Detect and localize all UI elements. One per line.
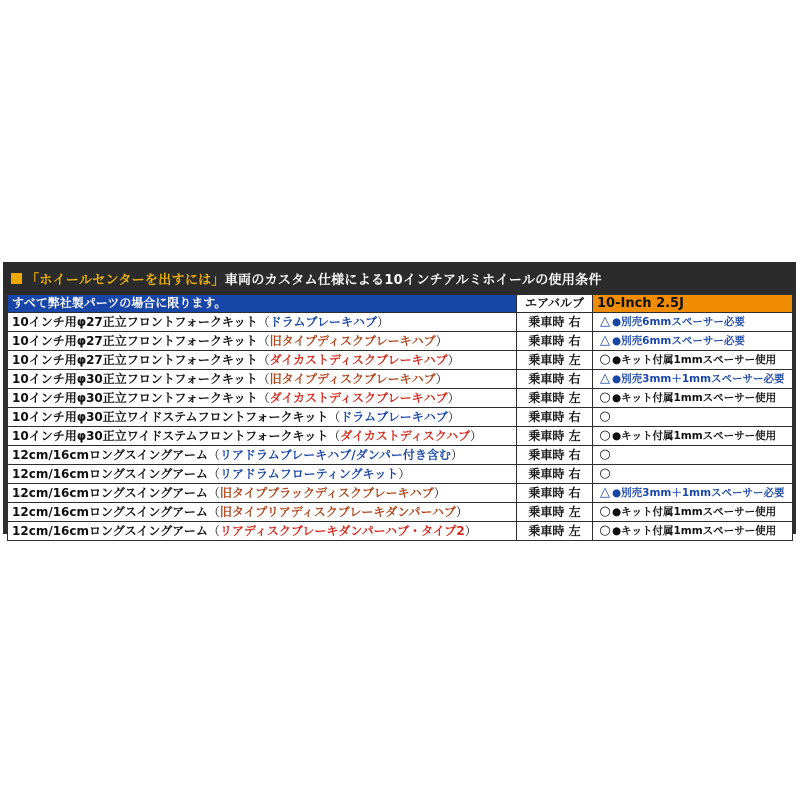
hub-type-tag: 旧タイプブラックディスクブレーキハブ bbox=[219, 485, 434, 500]
compatibility-condition bbox=[593, 313, 793, 332]
hub-type-tag: リアディスクブレーキダンパーハブ・タイプ2 bbox=[219, 523, 465, 538]
hub-type-tag: 旧タイプリアディスクブレーキダンパーハブ bbox=[219, 504, 456, 519]
part-name: 10インチ用φ30正立ワイドステムフロントフォークキット bbox=[12, 428, 329, 443]
paren-open: （ bbox=[207, 523, 220, 538]
paren-open: （ bbox=[257, 333, 270, 348]
valve-position: 乗車時 左 bbox=[517, 389, 593, 408]
circle-icon: ○ bbox=[599, 409, 611, 424]
triangle-icon: △ bbox=[600, 314, 610, 329]
hub-type-tag: ドラムブレーキハブ bbox=[340, 409, 448, 424]
compatibility-condition bbox=[593, 389, 793, 408]
compatibility-condition bbox=[593, 427, 793, 446]
part-name: 12cm/16cmロングスイングアーム bbox=[12, 466, 208, 481]
row-description bbox=[8, 484, 517, 503]
row-description bbox=[8, 503, 517, 522]
paren-close: ） bbox=[455, 504, 468, 519]
hub-type-tag: ダイカストディスクブレーキハブ bbox=[269, 390, 448, 405]
compatibility-condition bbox=[593, 332, 793, 351]
table-row bbox=[8, 313, 793, 332]
hub-type-tag: 旧タイプディスクブレーキハブ bbox=[269, 333, 436, 348]
circle-icon: ○ bbox=[599, 466, 611, 481]
row-description bbox=[8, 446, 517, 465]
table-header-row bbox=[8, 295, 793, 313]
valve-position: 乗車時 右 bbox=[517, 370, 593, 389]
paren-open: （ bbox=[257, 352, 270, 367]
valve-position: 乗車時 左 bbox=[517, 503, 593, 522]
valve-position: 乗車時 右 bbox=[517, 332, 593, 351]
title-text: 車両のカスタム仕様による10インチアルミホイールの使用条件 bbox=[224, 272, 602, 288]
table-row bbox=[8, 389, 793, 408]
triangle-icon: △ bbox=[600, 371, 610, 386]
row-description bbox=[8, 313, 517, 332]
paren-close: ） bbox=[447, 409, 460, 424]
part-name: 12cm/16cmロングスイングアーム bbox=[12, 447, 208, 462]
circle-icon: ○ bbox=[599, 523, 611, 538]
part-name: 10インチ用φ27正立フロントフォークキット bbox=[12, 352, 258, 367]
table-row bbox=[8, 503, 793, 522]
row-description bbox=[8, 389, 517, 408]
paren-open: （ bbox=[207, 447, 220, 462]
header-desc: すべて弊社製パーツの場合に限ります。 bbox=[8, 295, 517, 313]
paren-open: （ bbox=[257, 371, 270, 386]
condition-note: ●キット付属1mmスペーサー使用 bbox=[612, 430, 777, 442]
circle-icon: ○ bbox=[599, 504, 611, 519]
paren-close: ） bbox=[464, 523, 477, 538]
compatibility-table-panel bbox=[3, 262, 796, 538]
hub-type-tag: リアドラムブレーキハブ/ダンパー付き含む bbox=[219, 447, 451, 462]
title-bar bbox=[3, 262, 796, 294]
paren-open: （ bbox=[207, 466, 220, 481]
valve-position: 乗車時 右 bbox=[517, 484, 593, 503]
compatibility-table bbox=[7, 294, 793, 541]
condition-note: ●キット付属1mmスペーサー使用 bbox=[612, 525, 777, 537]
condition-note: ●キット付属1mmスペーサー使用 bbox=[612, 506, 777, 518]
row-description bbox=[8, 351, 517, 370]
row-description bbox=[8, 408, 517, 427]
header-spec: 10-Inch 2.5J bbox=[593, 295, 793, 313]
paren-close: ） bbox=[377, 314, 390, 329]
circle-icon: ○ bbox=[599, 428, 611, 443]
part-name: 12cm/16cmロングスイングアーム bbox=[12, 523, 208, 538]
part-name: 12cm/16cmロングスイングアーム bbox=[12, 485, 208, 500]
compatibility-condition bbox=[593, 465, 793, 484]
compatibility-condition bbox=[593, 408, 793, 427]
part-name: 12cm/16cmロングスイングアーム bbox=[12, 504, 208, 519]
paren-open: （ bbox=[257, 390, 270, 405]
triangle-icon: △ bbox=[600, 333, 610, 348]
valve-position: 乗車時 右 bbox=[517, 408, 593, 427]
compatibility-condition bbox=[593, 503, 793, 522]
paren-close: ） bbox=[450, 447, 463, 462]
part-name: 10インチ用φ30正立フロントフォークキット bbox=[12, 390, 258, 405]
paren-open: （ bbox=[257, 314, 270, 329]
valve-position: 乗車時 右 bbox=[517, 465, 593, 484]
part-name: 10インチ用φ27正立フロントフォークキット bbox=[12, 314, 258, 329]
circle-icon: ○ bbox=[599, 447, 611, 462]
paren-close: ） bbox=[447, 390, 460, 405]
paren-open: （ bbox=[328, 409, 341, 424]
row-description bbox=[8, 427, 517, 446]
paren-open: （ bbox=[207, 504, 220, 519]
paren-close: ） bbox=[435, 371, 448, 386]
table-row bbox=[8, 484, 793, 503]
paren-open: （ bbox=[207, 485, 220, 500]
compatibility-condition bbox=[593, 370, 793, 389]
hub-type-tag: 旧タイプディスクブレーキハブ bbox=[269, 371, 436, 386]
valve-position: 乗車時 左 bbox=[517, 427, 593, 446]
paren-close: ） bbox=[447, 352, 460, 367]
table-row bbox=[8, 408, 793, 427]
table-row bbox=[8, 427, 793, 446]
table-row bbox=[8, 351, 793, 370]
condition-note: ●別売6mmスペーサー必要 bbox=[612, 335, 745, 347]
table-row bbox=[8, 522, 793, 541]
valve-position: 乗車時 左 bbox=[517, 522, 593, 541]
valve-position: 乗車時 左 bbox=[517, 351, 593, 370]
circle-icon: ○ bbox=[599, 390, 611, 405]
header-valve: エアバルブ bbox=[517, 295, 593, 313]
paren-open: （ bbox=[328, 428, 341, 443]
condition-note: ●別売3mm＋1mmスペーサー必要 bbox=[612, 487, 785, 499]
part-name: 10インチ用φ27正立フロントフォークキット bbox=[12, 333, 258, 348]
triangle-icon: △ bbox=[600, 485, 610, 500]
valve-position: 乗車時 右 bbox=[517, 313, 593, 332]
paren-close: ） bbox=[470, 428, 483, 443]
compatibility-condition bbox=[593, 351, 793, 370]
compatibility-condition bbox=[593, 522, 793, 541]
hub-type-tag: ドラムブレーキハブ bbox=[269, 314, 378, 329]
row-description bbox=[8, 465, 517, 484]
valve-position: 乗車時 右 bbox=[517, 446, 593, 465]
compatibility-condition bbox=[593, 446, 793, 465]
circle-icon: ○ bbox=[599, 352, 611, 367]
hub-type-tag: ダイカストディスクハブ bbox=[340, 428, 471, 443]
condition-note: ●別売6mmスペーサー必要 bbox=[612, 316, 745, 328]
condition-note: ●キット付属1mmスペーサー使用 bbox=[612, 392, 777, 404]
row-description bbox=[8, 332, 517, 351]
part-name: 10インチ用φ30正立フロントフォークキット bbox=[12, 371, 258, 386]
part-name: 10インチ用φ30正立ワイドステムフロントフォークキット bbox=[12, 409, 329, 424]
hub-type-tag: ダイカストディスクブレーキハブ bbox=[269, 352, 448, 367]
compatibility-condition bbox=[593, 484, 793, 503]
table-row bbox=[8, 370, 793, 389]
row-description bbox=[8, 522, 517, 541]
condition-note: ●キット付属1mmスペーサー使用 bbox=[612, 354, 777, 366]
table-row bbox=[8, 446, 793, 465]
paren-close: ） bbox=[433, 485, 446, 500]
hub-type-tag: リアドラムフローティングキット bbox=[219, 466, 399, 481]
table-row bbox=[8, 465, 793, 484]
title-highlight: 「ホイールセンターを出すには」 bbox=[26, 272, 225, 288]
condition-note: ●別売3mm＋1mmスペーサー必要 bbox=[612, 373, 785, 385]
paren-close: ） bbox=[435, 333, 448, 348]
table-row bbox=[8, 332, 793, 351]
square-marker-icon bbox=[11, 273, 22, 284]
row-description bbox=[8, 370, 517, 389]
paren-close: ） bbox=[398, 466, 411, 481]
